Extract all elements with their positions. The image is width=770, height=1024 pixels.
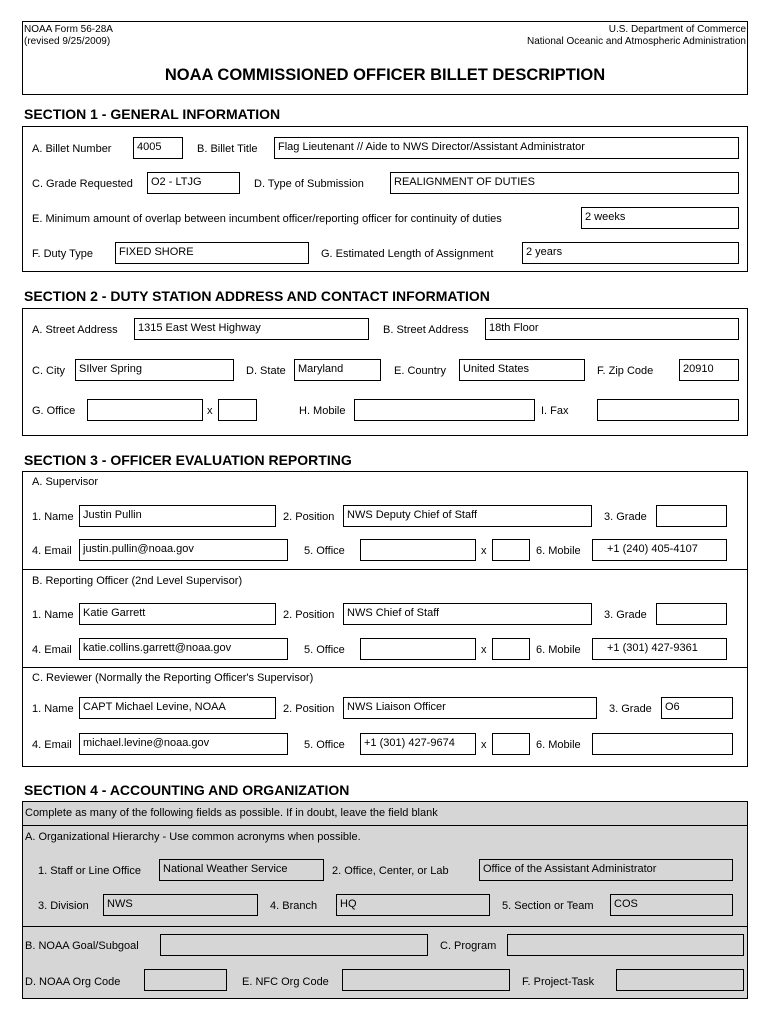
org-hierarchy-heading: A. Organizational Hierarchy - Use common acronyms when possible. (25, 831, 361, 843)
office-ext-sep: x (207, 405, 213, 417)
assignment-length-label: G. Estimated Length of Assignment (321, 248, 494, 260)
billet-title-field[interactable]: Flag Lieutenant // Aide to NWS Director/Assistant Administrator (274, 137, 739, 159)
supervisor-position-label: 2. Position (283, 511, 335, 523)
reporting-mobile-label: 6. Mobile (536, 644, 581, 656)
supervisor-ext-sep: x (481, 545, 487, 557)
office-phone-field[interactable] (87, 399, 203, 421)
billet-number-field[interactable]: 4005 (133, 137, 183, 159)
section4-divider (22, 926, 748, 927)
reporting-position-label: 2. Position (283, 609, 335, 621)
division-label: 3. Division (38, 900, 89, 912)
supervisor-email-label: 4. Email (32, 545, 72, 557)
assignment-length-field[interactable]: 2 years (522, 242, 739, 264)
program-field[interactable] (507, 934, 744, 956)
nfc-org-code-field[interactable] (342, 969, 510, 991)
reviewer-mobile-label: 6. Mobile (536, 739, 581, 751)
duty-type-field[interactable]: FIXED SHORE (115, 242, 309, 264)
city-label: C. City (32, 365, 65, 377)
section4-divider (22, 825, 748, 826)
noaa-org-code-field[interactable] (144, 969, 227, 991)
supervisor-name-label: 1. Name (32, 511, 74, 523)
zip-code-label: F. Zip Code (597, 365, 654, 377)
mobile-label: H. Mobile (299, 405, 346, 417)
billet-number-label: A. Billet Number (32, 143, 112, 155)
reviewer-email-field[interactable]: michael.levine@noaa.gov (79, 733, 288, 755)
section3-heading: SECTION 3 - OFFICER EVALUATION REPORTING (24, 452, 352, 468)
reporting-mobile-field[interactable]: +1 (301) 427-9361 (592, 638, 727, 660)
reviewer-ext-field[interactable] (492, 733, 530, 755)
agency-name: National Oceanic and Atmospheric Administration (526, 36, 746, 47)
office-ext-field[interactable] (218, 399, 257, 421)
noaa-goal-label: B. NOAA Goal/Subgoal (25, 940, 139, 952)
state-label: D. State (246, 365, 286, 377)
grade-requested-field[interactable]: O2 - LTJG (147, 172, 240, 194)
reviewer-office-field[interactable]: +1 (301) 427-9674 (360, 733, 476, 755)
supervisor-mobile-label: 6. Mobile (536, 545, 581, 557)
supervisor-grade-field[interactable] (656, 505, 727, 527)
supervisor-email-field[interactable]: justin.pullin@noaa.gov (79, 539, 288, 561)
street-address-a-field[interactable]: 1315 East West Highway (134, 318, 369, 340)
reviewer-email-label: 4. Email (32, 739, 72, 751)
staff-office-label: 1. Staff or Line Office (38, 865, 141, 877)
form-title: NOAA COMMISSIONED OFFICER BILLET DESCRIPTION (164, 66, 606, 84)
zip-code-field[interactable]: 20910 (679, 359, 739, 381)
supervisor-mobile-field[interactable]: +1 (240) 405-4107 (592, 539, 727, 561)
reporting-email-label: 4. Email (32, 644, 72, 656)
nfc-org-code-label: E. NFC Org Code (242, 976, 329, 988)
staff-office-field[interactable]: National Weather Service (159, 859, 324, 881)
street-address-a-label: A. Street Address (32, 324, 118, 336)
noaa-goal-field[interactable] (160, 934, 428, 956)
reviewer-name-label: 1. Name (32, 703, 74, 715)
reviewer-mobile-field[interactable] (592, 733, 733, 755)
section3-divider (22, 569, 748, 570)
reviewer-ext-sep: x (481, 739, 487, 751)
submission-type-field[interactable]: REALIGNMENT OF DUTIES (390, 172, 739, 194)
reporting-ext-sep: x (481, 644, 487, 656)
supervisor-heading: A. Supervisor (32, 476, 99, 488)
project-task-field[interactable] (616, 969, 744, 991)
noaa-org-code-label: D. NOAA Org Code (25, 976, 121, 988)
reporting-grade-label: 3. Grade (604, 609, 647, 621)
submission-type-label: D. Type of Submission (254, 178, 364, 190)
street-address-b-label: B. Street Address (383, 324, 469, 336)
office-center-lab-field[interactable]: Office of the Assistant Administrator (479, 859, 733, 881)
reviewer-position-field[interactable]: NWS Liaison Officer (343, 697, 597, 719)
reporting-position-field[interactable]: NWS Chief of Staff (343, 603, 592, 625)
billet-title-label: B. Billet Title (197, 143, 258, 155)
reporting-office-label: 5. Office (304, 644, 345, 656)
fax-field[interactable] (597, 399, 739, 421)
reviewer-position-label: 2. Position (283, 703, 335, 715)
supervisor-ext-field[interactable] (492, 539, 530, 561)
section3-divider (22, 667, 748, 668)
reporting-ext-field[interactable] (492, 638, 530, 660)
project-task-label: F. Project-Task (522, 976, 595, 988)
reporting-name-label: 1. Name (32, 609, 74, 621)
section4-intro: Complete as many of the following fields as possible. If in doubt, leave the field blank (25, 807, 438, 819)
reporting-grade-field[interactable] (656, 603, 727, 625)
mobile-field[interactable] (354, 399, 535, 421)
country-label: E. Country (394, 365, 446, 377)
section-team-field[interactable]: COS (610, 894, 733, 916)
city-field[interactable]: SIlver Spring (75, 359, 234, 381)
program-label: C. Program (440, 940, 497, 952)
branch-field[interactable]: HQ (336, 894, 490, 916)
overlap-field[interactable]: 2 weeks (581, 207, 739, 229)
fax-label: I. Fax (541, 405, 569, 417)
country-field[interactable]: United States (459, 359, 585, 381)
duty-type-label: F. Duty Type (32, 248, 93, 260)
reviewer-grade-field[interactable]: O6 (661, 697, 733, 719)
division-field[interactable]: NWS (103, 894, 258, 916)
form-number: NOAA Form 56-28A (24, 24, 113, 35)
section1-heading: SECTION 1 - GENERAL INFORMATION (24, 106, 281, 122)
office-phone-label: G. Office (32, 405, 76, 417)
grade-requested-label: C. Grade Requested (32, 178, 133, 190)
supervisor-grade-label: 3. Grade (604, 511, 647, 523)
reviewer-office-label: 5. Office (304, 739, 345, 751)
department-name: U.S. Department of Commerce (608, 24, 746, 35)
reviewer-grade-label: 3. Grade (609, 703, 652, 715)
section4-heading: SECTION 4 - ACCOUNTING AND ORGANIZATION (24, 782, 350, 798)
section-team-label: 5. Section or Team (502, 900, 594, 912)
supervisor-position-field[interactable]: NWS Deputy Chief of Staff (343, 505, 592, 527)
street-address-b-field[interactable]: 18th Floor (485, 318, 739, 340)
branch-label: 4. Branch (270, 900, 318, 912)
supervisor-office-label: 5. Office (304, 545, 345, 557)
office-center-lab-label: 2. Office, Center, or Lab (332, 865, 449, 877)
reporting-office-field[interactable] (360, 638, 476, 660)
reporting-officer-heading: B. Reporting Officer (2nd Level Supervisor) (32, 575, 243, 587)
reporting-name-field[interactable]: Katie Garrett (79, 603, 276, 625)
form-revised: (revised 9/25/2009) (24, 36, 111, 47)
reviewer-heading: C. Reviewer (Normally the Reporting Officer's Supervisor) (32, 672, 314, 684)
reporting-email-field[interactable]: katie.collins.garrett@noaa.gov (79, 638, 288, 660)
supervisor-office-field[interactable] (360, 539, 476, 561)
state-field[interactable]: Maryland (294, 359, 381, 381)
reviewer-name-field[interactable]: CAPT Michael Levine, NOAA (79, 697, 276, 719)
overlap-label: E. Minimum amount of overlap between incumbent officer/reporting officer for continuity of duties (32, 213, 502, 225)
section2-heading: SECTION 2 - DUTY STATION ADDRESS AND CONTACT INFORMATION (24, 288, 490, 304)
supervisor-name-field[interactable]: Justin Pullin (79, 505, 276, 527)
